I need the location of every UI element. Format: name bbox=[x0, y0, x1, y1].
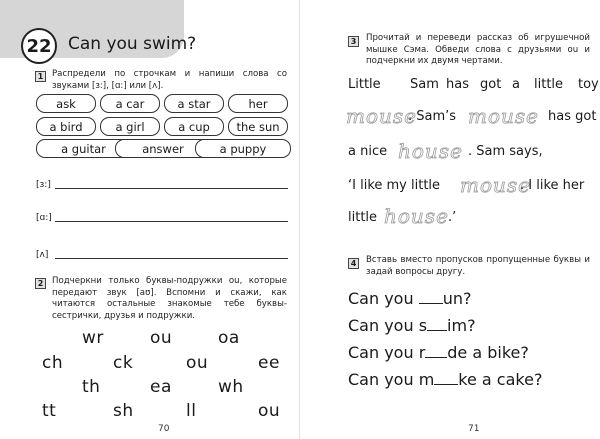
question-4 bbox=[348, 370, 542, 389]
letter-combo[interactable]: wh bbox=[218, 377, 244, 397]
question-text: Can you s bbox=[348, 316, 428, 335]
story-text: ‘I like my little bbox=[348, 178, 441, 193]
story-word: has bbox=[446, 77, 469, 92]
letter-combo[interactable]: ou bbox=[150, 328, 173, 348]
letter-combo[interactable]: th bbox=[82, 377, 101, 397]
question-text: un? bbox=[442, 289, 472, 308]
page-number: 70 bbox=[158, 424, 170, 434]
task4-instruction: Вставь вместо пропусков пропущенные буквы и задай вопросы другу. bbox=[366, 255, 590, 277]
letter-combo[interactable]: ea bbox=[150, 377, 172, 397]
question-text: de a bike? bbox=[447, 343, 529, 362]
story-text: has got bbox=[548, 109, 597, 124]
question-text: Can you bbox=[348, 289, 414, 308]
task1-number: 1 bbox=[35, 71, 46, 82]
story-text: . Sam’s bbox=[408, 109, 457, 124]
word-box: a car bbox=[100, 94, 160, 113]
right-page bbox=[300, 0, 600, 439]
task1-instruction: Распредели по строчкам и напиши слова со звуками [ɜ:], [ɑ:] или [ʌ]. bbox=[52, 69, 287, 91]
task3-number: 3 bbox=[348, 36, 359, 47]
writing-line[interactable] bbox=[55, 221, 288, 222]
word-box: a puppy bbox=[195, 139, 291, 158]
word-box: a cup bbox=[164, 117, 224, 136]
letter-combo[interactable]: ou bbox=[186, 353, 209, 373]
traced-word-house[interactable]: house bbox=[384, 204, 449, 228]
word-box: a guitar bbox=[36, 139, 131, 158]
story-word: a bbox=[512, 77, 520, 92]
unit-number: 22 bbox=[26, 35, 52, 57]
task2-number: 2 bbox=[35, 278, 46, 289]
story-text: little bbox=[348, 210, 378, 225]
letter-combo[interactable]: ch bbox=[42, 353, 64, 373]
sound-label: [ɑ:] bbox=[36, 213, 52, 223]
blank-field[interactable] bbox=[427, 330, 447, 331]
letter-combo[interactable]: tt bbox=[42, 401, 57, 421]
story-text: .’ bbox=[448, 210, 457, 225]
story-word: Little bbox=[348, 77, 381, 92]
letter-combo[interactable]: ll bbox=[186, 401, 197, 421]
word-box: a bird bbox=[36, 117, 96, 136]
unit-number-badge bbox=[21, 28, 57, 64]
word-box: a girl bbox=[100, 117, 160, 136]
page-number: 71 bbox=[468, 424, 480, 434]
story-word: toy bbox=[578, 77, 599, 92]
question-text: Can you r bbox=[348, 343, 426, 362]
question-2 bbox=[348, 316, 476, 335]
story-text: . I like her bbox=[520, 178, 585, 193]
task3-instruction: Прочитай и переведи рассказ об игрушечной мышке Сэма. Обведи слова с друзьями ou и подчеркни их двумя чертами. bbox=[366, 33, 590, 66]
word-box: her bbox=[228, 94, 288, 113]
question-text: im? bbox=[447, 316, 476, 335]
question-text: ke a cake? bbox=[458, 370, 543, 389]
sound-label: [ʌ] bbox=[36, 250, 49, 260]
story-word: little bbox=[534, 77, 564, 92]
word-box: a star bbox=[164, 94, 224, 113]
story-word: Sam bbox=[410, 77, 439, 92]
word-box: the sun bbox=[228, 117, 288, 136]
letter-combo[interactable]: oa bbox=[218, 328, 240, 348]
letter-combo[interactable]: ck bbox=[113, 353, 134, 373]
traced-word-mouse[interactable]: mouse bbox=[460, 173, 531, 197]
task2-instruction: Подчеркни только буквы-подружки ou, которые передают звук [aʊ]. Вспомни и скажи, как читаются остальные знакомые тебе буквы-сестрички, друзья и подружки. bbox=[52, 276, 287, 321]
sound-label: [ɜ:] bbox=[36, 180, 51, 190]
story-text: a nice bbox=[348, 144, 388, 159]
letter-combo[interactable]: sh bbox=[113, 401, 134, 421]
question-text: Can you m bbox=[348, 370, 435, 389]
question-1 bbox=[348, 289, 471, 308]
story-text: . Sam says, bbox=[468, 144, 543, 159]
question-3 bbox=[348, 343, 529, 362]
word-box: answer bbox=[115, 139, 211, 158]
letter-combo[interactable]: ee bbox=[258, 353, 280, 373]
letter-combo[interactable]: ou bbox=[258, 401, 281, 421]
letter-combo[interactable]: wr bbox=[82, 328, 104, 348]
traced-word-mouse[interactable]: mouse bbox=[468, 104, 539, 128]
writing-line[interactable] bbox=[55, 258, 288, 259]
traced-word-house[interactable]: house bbox=[398, 139, 463, 163]
blank-field[interactable] bbox=[425, 357, 447, 358]
story-word: got bbox=[480, 77, 502, 92]
traced-word-mouse[interactable]: mouse bbox=[346, 104, 417, 128]
writing-line[interactable] bbox=[55, 188, 288, 189]
blank-field[interactable] bbox=[419, 303, 443, 304]
blank-field[interactable] bbox=[434, 384, 458, 385]
word-box: ask bbox=[36, 94, 96, 113]
unit-title: Can you swim? bbox=[68, 34, 197, 54]
task4-number: 4 bbox=[348, 258, 359, 269]
